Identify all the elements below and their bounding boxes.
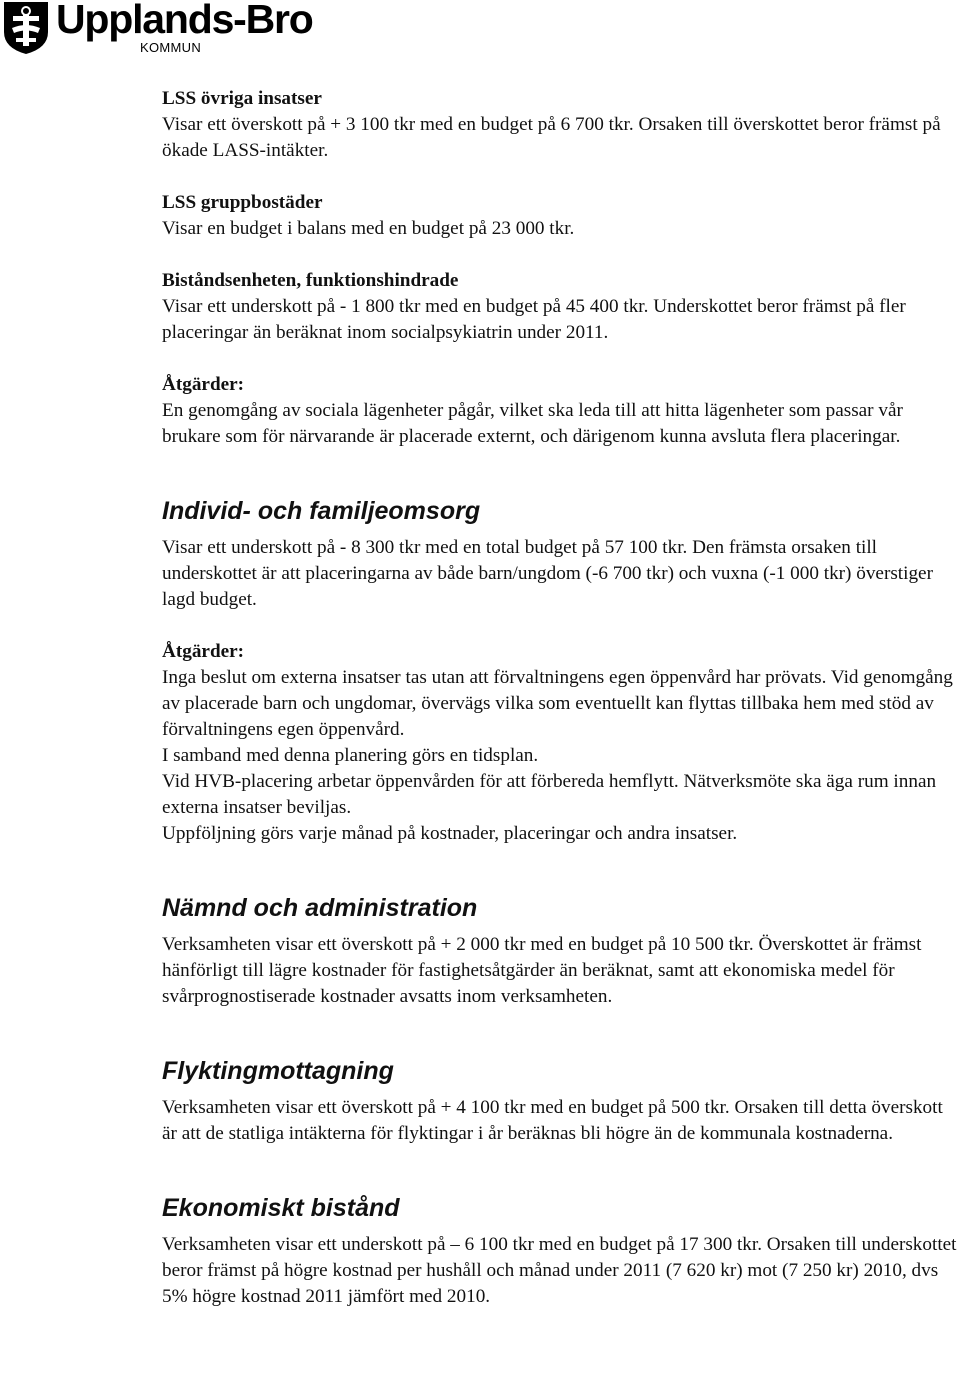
coat-of-arms-icon <box>4 2 48 54</box>
bistand-heading: Biståndsenheten, funktionshindrade <box>162 270 459 291</box>
ifo-heading: Individ- och familjeomsorg <box>162 497 481 525</box>
bistand-action-text: En genomgång av sociala lägenheter pågår, vilket ska leda till att hitta lägenheter som passar vår brukare som för närvarande är placerade externt, och därigenom kunna avsluta flera placeringar. <box>162 400 903 447</box>
bistand-text: Visar ett underskott på - 1 800 tkr med en budget på 45 400 tkr. Underskottet beror främst på fler placeringar än beräknat inom socialpsykiatrin under 2011. <box>162 296 906 343</box>
bistand-action-label: Åtgärder: <box>162 374 245 395</box>
ifo-action-3: Vid HVB-placering arbetar öppenvården för att förbereda hemflytt. Nätverksmöte ska äga rum innan externa insatser beviljas. <box>162 771 937 818</box>
ekonomiskt-heading: Ekonomiskt bistånd <box>162 1194 400 1222</box>
lss-ovriga-heading: LSS övriga insatser <box>162 88 322 109</box>
lss-grupp-heading: LSS gruppbostäder <box>162 192 323 213</box>
report-content <box>162 86 957 1310</box>
ifo-action-label: Åtgärder: <box>162 641 245 662</box>
flykting-heading: Flyktingmottagning <box>162 1057 394 1085</box>
logo-subtitle: KOMMUN <box>140 40 202 55</box>
ifo-action-1: Inga beslut om externa insatser tas utan att förvaltningens egen öppenvård har prövats. Vid genomgång av placerade barn och ungdomar, övervägs vilka som eventuellt kan flyttas tillbaka hem med stöd av förvaltningens egen öppenvård. <box>162 667 953 740</box>
flykting-text: Verksamheten visar ett överskott på + 4 100 tkr med en budget på 500 tkr. Orsaken till detta överskott är att de statliga intäkterna för flyktingar i år beräknas bli högre än de kommunala kostnaderna. <box>162 1097 943 1144</box>
logo-name: Upplands-Bro <box>56 0 313 42</box>
lss-ovriga-text: Visar ett överskott på + 3 100 tkr med en budget på 6 700 tkr. Orsaken till överskottet beror främst på ökade LASS-intäkter. <box>162 114 941 161</box>
ekonomiskt-text: Verksamheten visar ett underskott på – 6 100 tkr med en budget på 17 300 tkr. Orsaken till underskottet beror främst på högre kostnad per hushåll och månad under 2011 (7 620 kr) mot (7 250 kr) 2010, dvs 5% högre kostnad 2011 jämfört med 2010. <box>162 1234 957 1307</box>
lss-grupp-text: Visar en budget i balans med en budget på 23 000 tkr. <box>162 218 575 239</box>
ifo-action-4: Uppföljning görs varje månad på kostnader, placeringar och andra insatser. <box>162 823 738 844</box>
ifo-action-2: I samband med denna planering görs en tidsplan. <box>162 745 539 766</box>
namnd-text: Verksamheten visar ett överskott på + 2 000 tkr med en budget på 10 500 tkr. Överskottet är främst hänförligt till lägre kostnader för fastighetsåtgärder än beräknat, samt att ekonomiska medel för svårprognostiserade kostnader avsatts inom verksamheten. <box>162 934 922 1007</box>
ifo-text: Visar ett underskott på - 8 300 tkr med en total budget på 57 100 tkr. Den främsta orsaken till underskottet är att placeringarna av både barn/ungdom (-6 700 tkr) och vuxna (-1 000 tkr) överstiger lagd budget. <box>162 537 933 610</box>
namnd-heading: Nämnd och administration <box>162 894 478 922</box>
